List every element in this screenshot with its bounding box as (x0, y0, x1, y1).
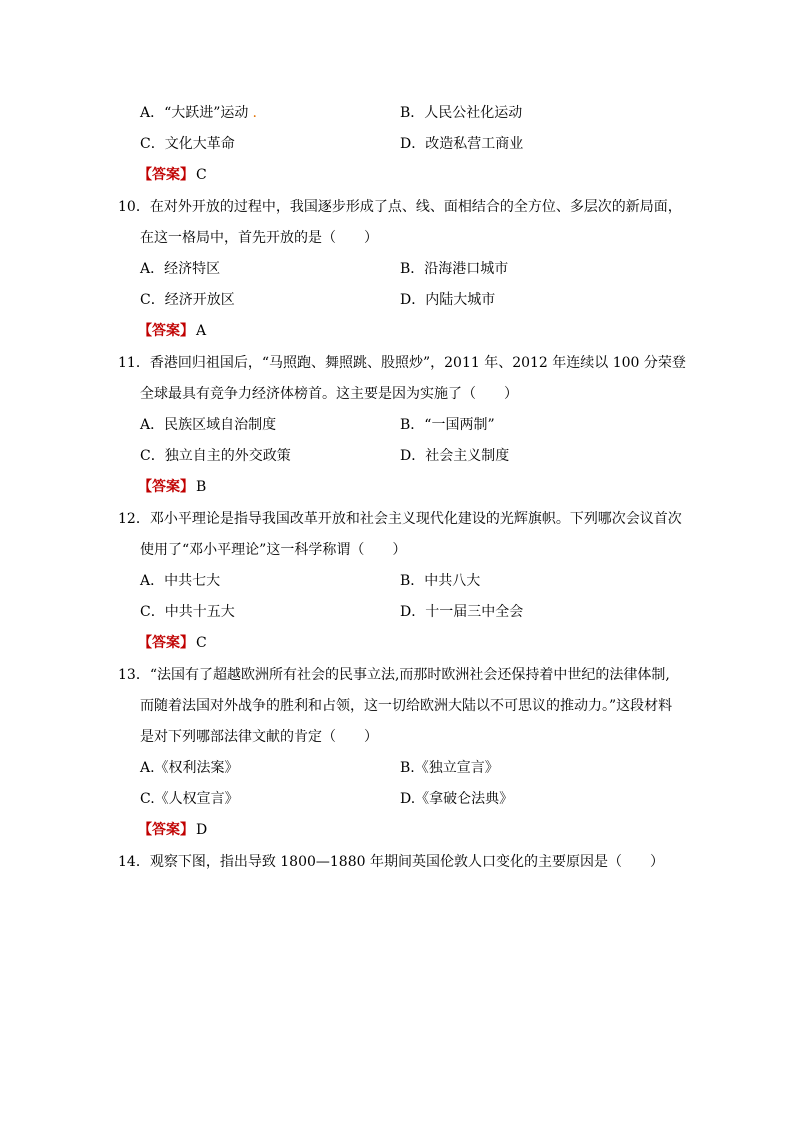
stray-mark: . (252, 105, 257, 121)
answer-label: 【答案】 (138, 635, 194, 651)
q10-stem-line-1: 10．在对外开放的过程中，我国逐步形成了点、线、面相结合的全方位、多层次的新局面， (118, 199, 682, 215)
answer-label: 【答案】 (138, 479, 194, 495)
q13-option-d: D.《拿破仑法典》 (400, 791, 514, 807)
q13-option-a: A.《权利法案》 (140, 760, 239, 776)
q9-option-d: D．改造私营工商业 (400, 136, 524, 152)
answer-value: C (196, 167, 207, 183)
answer-value: D (196, 822, 208, 838)
q12-option-b: B．中共八大 (400, 573, 481, 589)
q13-stem-line-3: 是对下列哪部法律文献的肯定（ ） (140, 729, 378, 745)
q11-option-d: D．社会主义制度 (400, 448, 510, 464)
q12-option-d: D．十一届三中全会 (400, 604, 524, 620)
q9-answer (138, 166, 207, 184)
q11-stem-line-2: 全球最具有竞争力经济体榜首。这主要是因为实施了（ ） (140, 386, 518, 402)
answer-label: 【答案】 (138, 323, 194, 339)
q10-stem-line-2: 在这一格局中，首先开放的是（ ） (140, 230, 378, 246)
answer-label: 【答案】 (138, 822, 194, 838)
q12-stem-line-2: 使用了“邓小平理论”这一科学称谓（ ） (140, 542, 407, 558)
answer-value: C (196, 635, 207, 651)
q9-option-b: B．人民公社化运动 (400, 105, 523, 121)
q12-answer (138, 634, 207, 652)
q10-option-c: C．经济开放区 (140, 292, 235, 308)
q10-option-d: D．内陆大城市 (400, 292, 496, 308)
q11-option-c: C．独立自主的外交政策 (140, 448, 291, 464)
q13-answer (138, 821, 207, 839)
q14-stem-line-1: 14．观察下图，指出导致 1800—1880 年期间英国伦敦人口变化的主要原因是（ ） (118, 854, 664, 870)
q13-stem-line-1: 13．“法国有了超越欧洲所有社会的民事立法,而那时欧洲社会还保持着中世纪的法律体制, (118, 667, 670, 683)
q13-stem-line-2: 而随着法国对外战争的胜利和占领，这一切给欧洲大陆以不可思议的推动力。”这段材料 (140, 698, 673, 714)
q11-option-b: B．“一国两制” (400, 417, 495, 433)
q11-answer (138, 478, 206, 496)
q10-option-b: B．沿海港口城市 (400, 261, 509, 277)
answer-value: B (196, 479, 207, 495)
answer-value: A (196, 323, 207, 339)
q12-option-c: C．中共十五大 (140, 604, 235, 620)
q11-stem-line-1: 11．香港回归祖国后，“马照跑、舞照跳、股照炒”，2011 年、2012 年连续以 100 分荣登 (118, 355, 686, 371)
q10-option-a: A．经济特区 (140, 261, 221, 277)
q13-option-b: B.《独立宣言》 (400, 760, 499, 776)
q9-option-a: A．“大跃进”运动 . (140, 105, 257, 121)
q9-option-c: C．文化大革命 (140, 136, 235, 152)
answer-label: 【答案】 (138, 167, 194, 183)
q12-option-a: A．中共七大 (140, 573, 221, 589)
q13-option-c: C.《人权宣言》 (140, 791, 239, 807)
q11-option-a: A．民族区域自治制度 (140, 417, 277, 433)
q10-answer (138, 322, 206, 340)
q12-stem-line-1: 12．邓小平理论是指导我国改革开放和社会主义现代化建设的光辉旗帜。下列哪次会议首次 (118, 511, 682, 527)
